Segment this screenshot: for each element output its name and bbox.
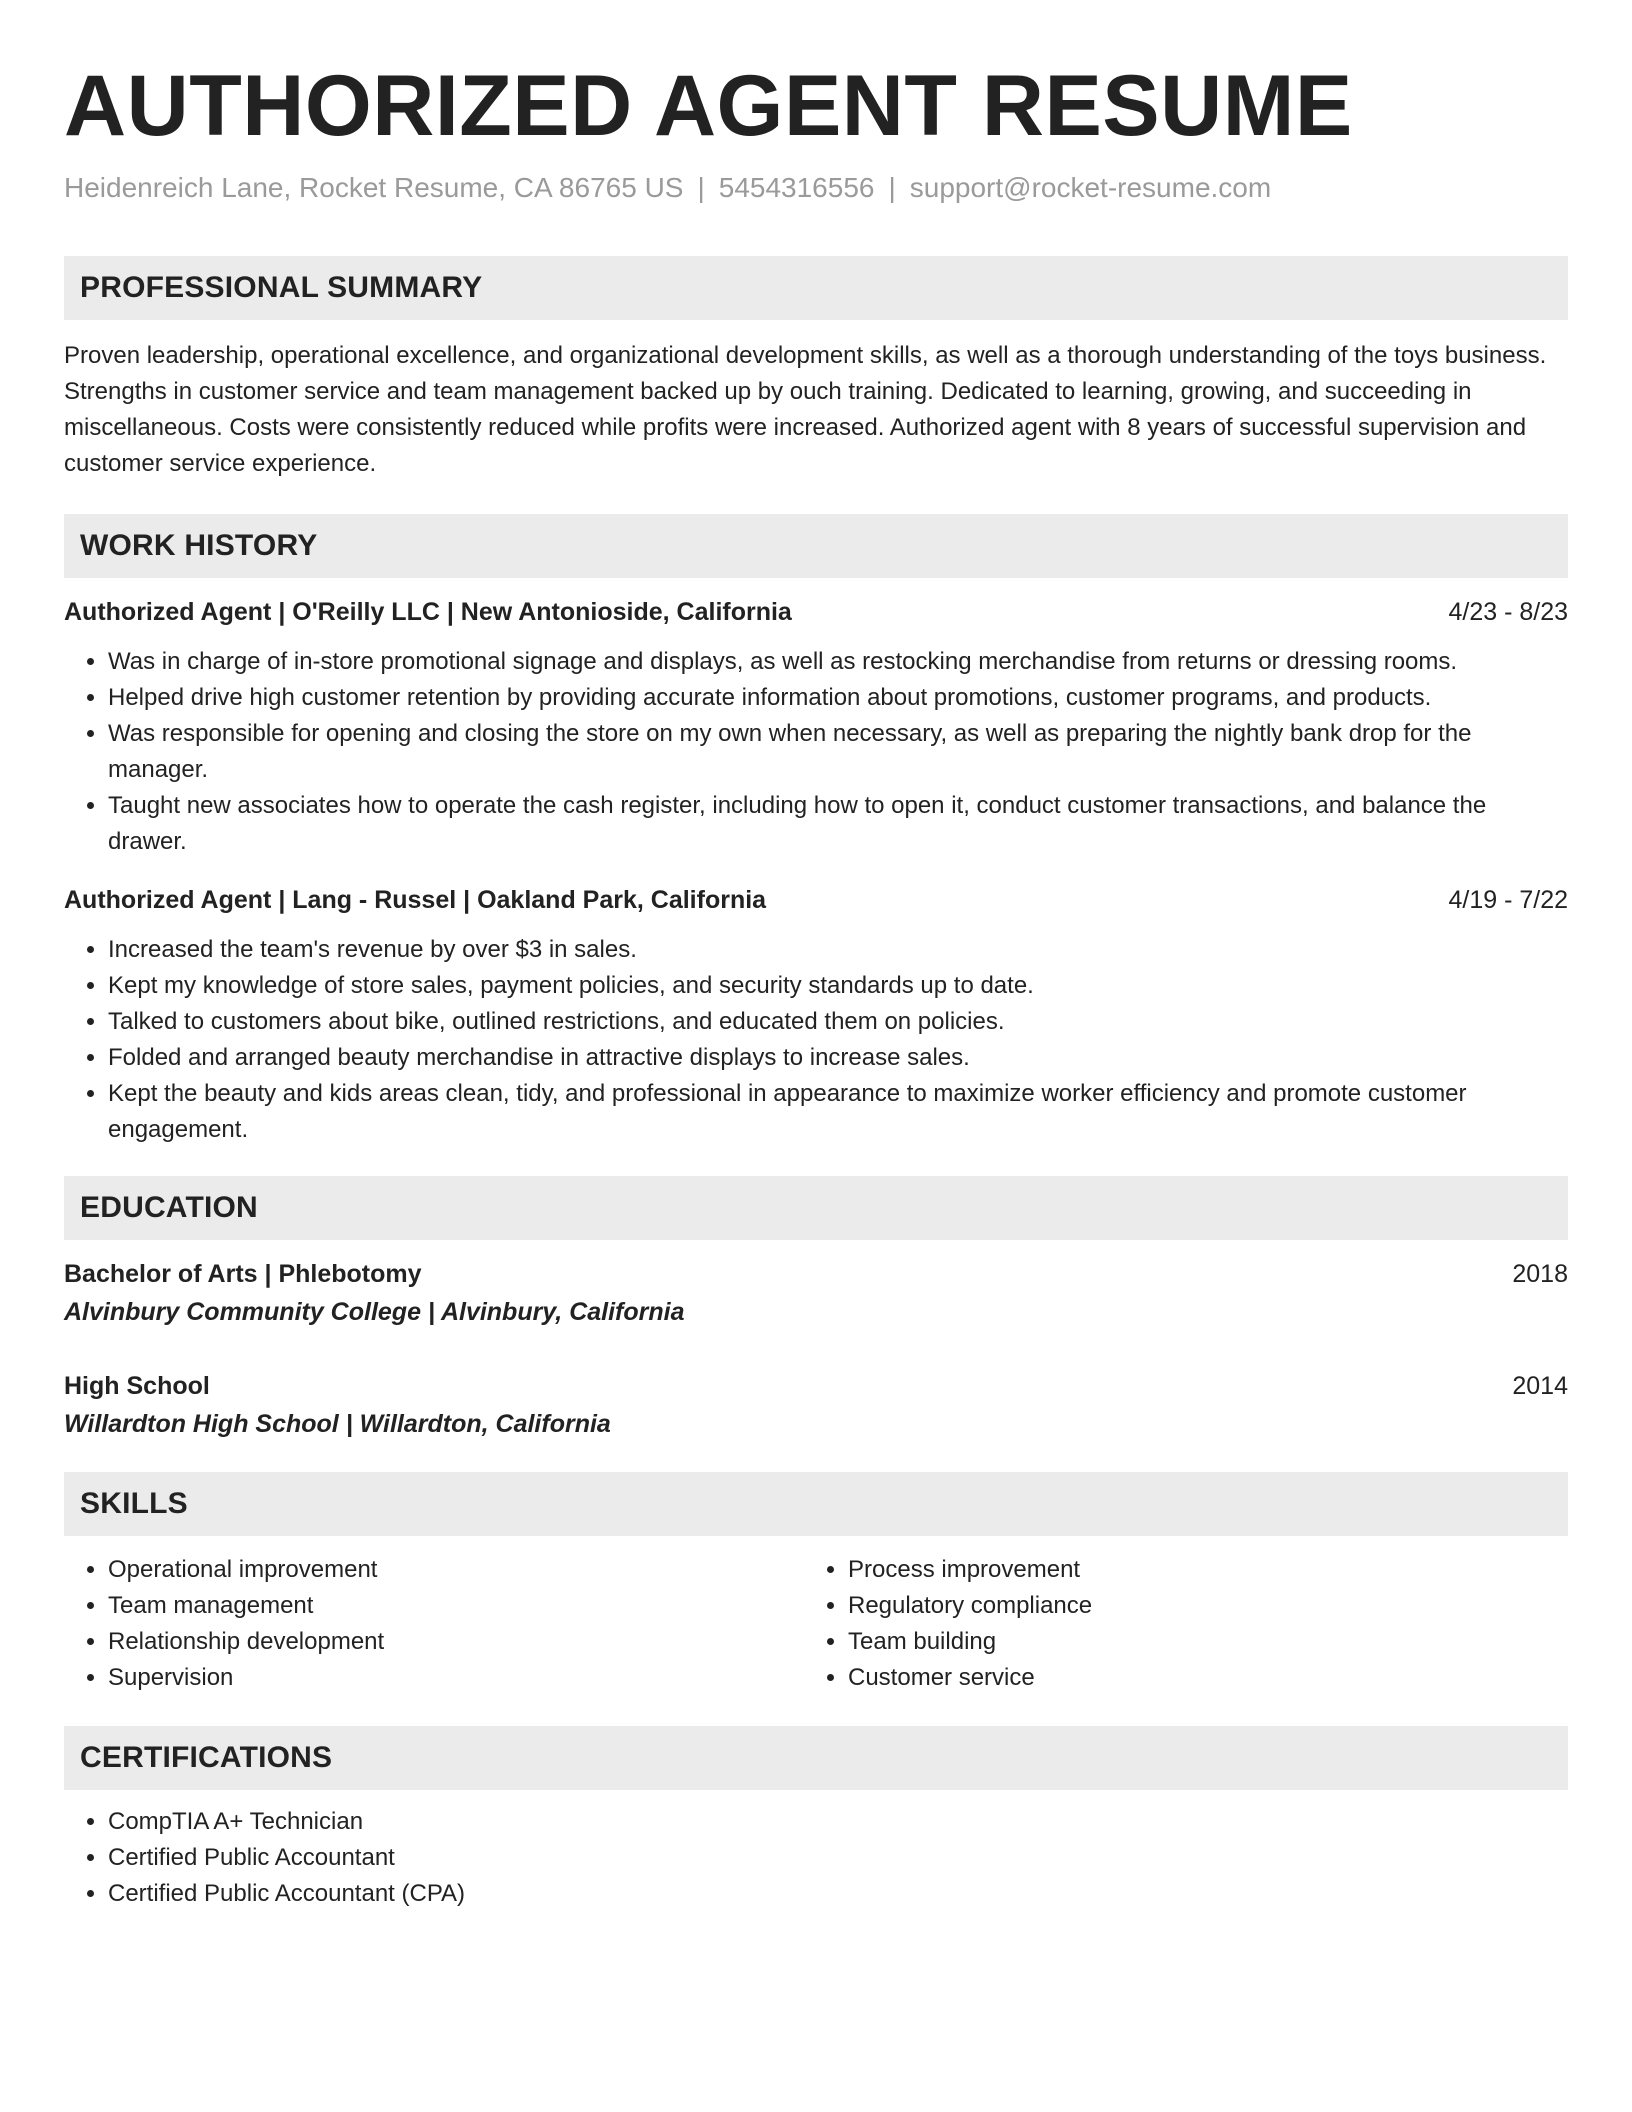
job-bullet: • Kept the beauty and kids areas clean, tidy, and professional in appearance to maximize worker efficiency and promote customer engagement. <box>108 1076 1568 1148</box>
job-bullet: • Folded and arranged beauty merchandise in attractive displays to increase sales. <box>108 1040 1568 1076</box>
job-bullet: • Talked to customers about bike, outlined restrictions, and educated them on policies. <box>108 1004 1568 1040</box>
skills-column-left <box>64 1552 804 1696</box>
skills-grid <box>64 1552 1568 1696</box>
certification-item: • CompTIA A+ Technician <box>108 1804 1568 1840</box>
resume-title: AUTHORIZED AGENT RESUME <box>64 58 1353 154</box>
skill-item: • Process improvement <box>848 1552 1544 1588</box>
contact-line <box>64 170 1568 206</box>
education-year: 2018 <box>1512 1260 1568 1288</box>
job-dates: 4/19 - 7/22 <box>1448 886 1568 914</box>
education-year: 2014 <box>1512 1372 1568 1400</box>
education-entry-header <box>64 1368 1568 1404</box>
contact-phone: 5454316556 <box>718 172 875 203</box>
contact-separator: | <box>697 172 705 203</box>
section-header-skills: SKILLS <box>64 1472 1568 1536</box>
skill-item: • Team building <box>848 1624 1544 1660</box>
section-header-work-history: WORK HISTORY <box>64 514 1568 578</box>
job-title: Authorized Agent | O'Reilly LLC | New Antonioside, California <box>64 598 792 626</box>
skills-list <box>804 1552 1544 1696</box>
certifications-list <box>64 1804 1568 1912</box>
certification-item: • Certified Public Accountant <box>108 1840 1568 1876</box>
job-entry-header <box>64 882 1568 918</box>
education-school: Alvinbury Community College | Alvinbury, California <box>64 1298 685 1326</box>
skill-item: • Supervision <box>108 1660 804 1696</box>
skill-item: • Team management <box>108 1588 804 1624</box>
job-entry-header <box>64 594 1568 630</box>
skills-list <box>64 1552 804 1696</box>
job-bullet: • Helped drive high customer retention by providing accurate information about promotions, customer programs, and products. <box>108 680 1568 716</box>
education-degree: High School <box>64 1372 210 1400</box>
education-degree: Bachelor of Arts | Phlebotomy <box>64 1260 422 1288</box>
job-bullet: • Kept my knowledge of store sales, payment policies, and security standards up to date. <box>108 968 1568 1004</box>
job-bullet: • Taught new associates how to operate the cash register, including how to open it, conduct customer transactions, and balance the drawer. <box>108 788 1568 860</box>
certification-item: • Certified Public Accountant (CPA) <box>108 1876 1568 1912</box>
skills-column-right <box>804 1552 1544 1696</box>
education-entry-header <box>64 1256 1568 1292</box>
job-bullet: • Was in charge of in-store promotional signage and displays, as well as restocking merchandise from returns or dressing rooms. <box>108 644 1568 680</box>
summary-text: Proven leadership, operational excellence, and organizational development skills, as well as a thorough understanding of the toys business. Strengths in customer service and team management backed up by ouch training. Dedicated to learning, growing, and succeeding in miscellaneous. Costs were consistently reduced while profits were increased. Authorized agent with 8 years of successful supervision and customer service experience. <box>64 342 1547 477</box>
education-school: Willardton High School | Willardton, California <box>64 1410 611 1438</box>
section-header-education: EDUCATION <box>64 1176 1568 1240</box>
skill-item: • Operational improvement <box>108 1552 804 1588</box>
job-title: Authorized Agent | Lang - Russel | Oakland Park, California <box>64 886 767 914</box>
job-bullet: • Was responsible for opening and closing the store on my own when necessary, as well as preparing the nightly bank drop for the manager. <box>108 716 1568 788</box>
section-header-summary: PROFESSIONAL SUMMARY <box>64 256 1568 320</box>
skill-item: • Customer service <box>848 1660 1544 1696</box>
section-header-certifications: CERTIFICATIONS <box>64 1726 1568 1790</box>
job-bullet: • Increased the team's revenue by over $3 in sales. <box>108 932 1568 968</box>
skill-item: • Relationship development <box>108 1624 804 1660</box>
job-bullet-list <box>64 644 1568 860</box>
contact-address: Heidenreich Lane, Rocket Resume, CA 86765 US <box>64 172 684 203</box>
contact-email: support@rocket-resume.com <box>909 172 1272 203</box>
skill-item: • Regulatory compliance <box>848 1588 1544 1624</box>
job-dates: 4/23 - 8/23 <box>1448 598 1568 626</box>
contact-separator: | <box>888 172 896 203</box>
job-bullet-list <box>64 932 1568 1148</box>
